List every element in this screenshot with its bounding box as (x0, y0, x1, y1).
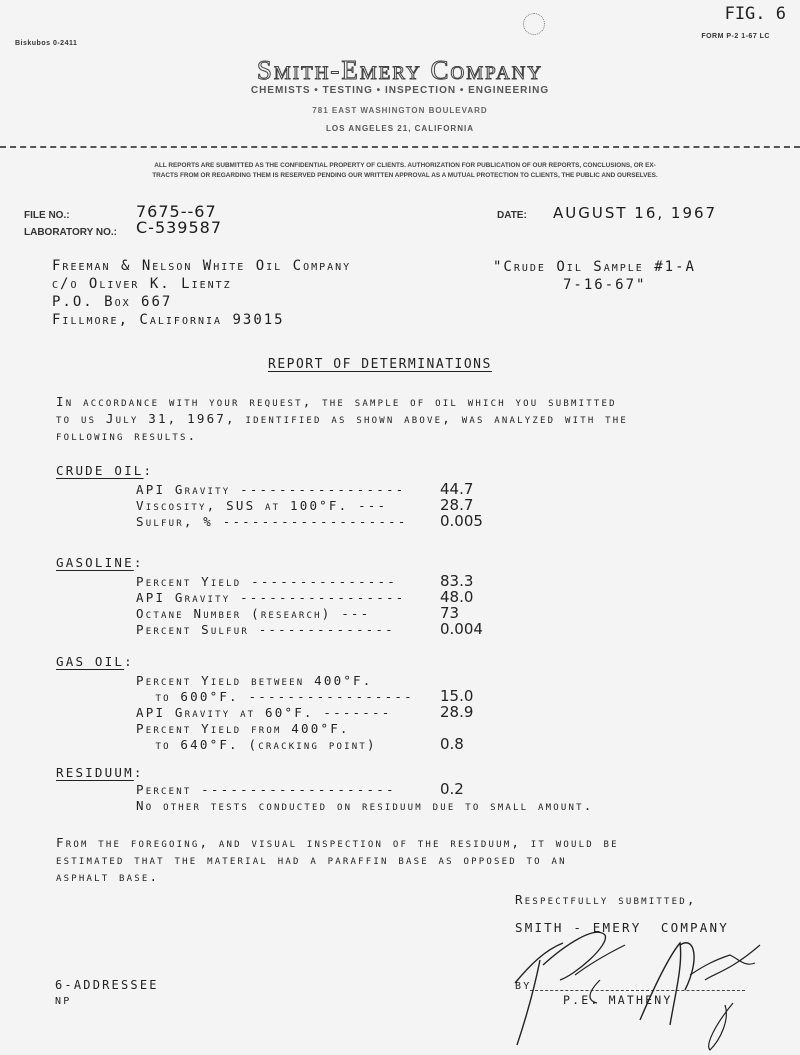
signer-name: P.E. MATHENY (563, 993, 673, 1007)
crude-oil-values (440, 481, 483, 529)
heading-colon: : (133, 765, 144, 780)
conclusion-paragraph (56, 834, 619, 885)
section-residuum (56, 764, 144, 782)
result-value: 0.005 (440, 512, 483, 530)
conclusion-line: asphalt base. (56, 869, 160, 884)
section-heading: GASOLINE (56, 555, 134, 570)
gasoline-rows (136, 574, 405, 638)
conclusion-line: From the foregoing, and visual inspection of the residuum, it would be (56, 835, 619, 850)
result-value: 0.004 (440, 620, 483, 638)
gasoline-values (440, 573, 483, 637)
closing-phrase: Respectfully submitted, (515, 892, 697, 907)
heading-colon: : (124, 654, 134, 669)
addressee-company: Freeman & Nelson White Oil Company (52, 258, 352, 274)
lab-no-value: C-539587 (136, 218, 223, 237)
result-label: Percent Yield --------------- (136, 574, 397, 589)
result-value: 73 (440, 604, 460, 622)
residuum-rows (136, 782, 593, 814)
section-heading: RESIDUUM (56, 765, 134, 780)
report-title: REPORT OF DETERMINATIONS (268, 357, 492, 372)
result-label: Percent -------------------- (136, 782, 396, 797)
intro-line: to us July 31, 1967, identified as shown above, was analyzed with the (56, 411, 629, 426)
intro-paragraph (56, 393, 628, 444)
crude-oil-rows (136, 482, 408, 530)
signature-by-label: BY (515, 981, 532, 992)
result-label: Percent Yield between 400°F. (136, 673, 373, 688)
result-value: 48.0 (440, 588, 474, 606)
signature-scribble (505, 905, 775, 1055)
typist-initials: NP (55, 996, 72, 1007)
result-value (440, 720, 473, 736)
file-no-value: 7675--67 (136, 202, 217, 221)
section-gas-oil (56, 653, 134, 671)
result-value: 0.2 (440, 780, 464, 798)
figure-label: FIG. 6 (724, 4, 786, 24)
result-value: 28.7 (440, 496, 474, 514)
conclusion-line: estimated that the material had a paraffin base as opposed to an (56, 852, 567, 867)
sample-id-line2: 7-16-67" (563, 277, 647, 293)
document-code: Biskubos 0-2411 (15, 40, 78, 47)
file-no-label: FILE NO.: (24, 210, 70, 221)
intro-line: following results. (56, 428, 198, 443)
result-label: API Gravity at 60°F. ------- (136, 705, 392, 720)
result-value: 44.7 (440, 480, 474, 498)
lab-no-label: LABORATORY NO.: (24, 227, 117, 238)
confidentiality-disclaimer (110, 161, 700, 181)
result-label: Percent Sulfur -------------- (136, 622, 395, 637)
gas-oil-rows (136, 673, 414, 753)
seal-icon (523, 13, 545, 35)
result-value: 83.3 (440, 572, 474, 590)
company-letterhead: Smith-Emery Company (256, 55, 544, 85)
addressee-po-box: P.O. Box 667 (52, 294, 173, 310)
result-label: Octane Number (research) --- (136, 606, 371, 621)
result-label: API Gravity ----------------- (136, 482, 406, 497)
signature-company: SMITH - EMERY COMPANY (515, 920, 729, 935)
addressee-block (52, 257, 351, 329)
intro-line: In accordance with your request, the sample of oil which you submitted (56, 394, 617, 409)
heading-colon: : (133, 555, 144, 570)
section-crude-oil (56, 462, 153, 480)
result-label: to 600°F. ----------------- (136, 689, 414, 704)
result-label: API Gravity ----------------- (136, 590, 406, 605)
company-address-street: 781 EAST WASHINGTON BOULEVARD (312, 106, 488, 115)
letterhead-divider (0, 146, 800, 148)
result-label: Percent Yield from 400°F. (136, 721, 350, 736)
section-heading: CRUDE OIL (56, 463, 144, 478)
residuum-note: No other tests conducted on residuum due to small amount. (136, 798, 594, 813)
result-label: Sulfur, % ------------------- (136, 514, 408, 529)
result-value: 15.0 (440, 687, 474, 705)
disclaimer-line: ALL REPORTS ARE SUBMITTED AS THE CONFIDENTIAL PROPERTY OF CLIENTS. AUTHORIZATION FOR PUBLICATION OF OUR REPORTS, CONCLUSIONS, OR EX- (154, 162, 656, 169)
result-label: Viscosity, SUS at 100°F. --- (136, 498, 388, 513)
addressee-city: Fillmore, California 93015 (52, 312, 285, 328)
handwritten-signature (505, 905, 775, 1055)
heading-colon: : (143, 463, 154, 478)
section-heading: GAS OIL (56, 654, 125, 669)
result-value: 0.8 (440, 735, 464, 753)
company-tagline: CHEMISTS • TESTING • INSPECTION • ENGINEERING (250, 85, 550, 96)
date-label: DATE: (497, 210, 527, 221)
form-code: FORM P-2 1-67 LC (701, 33, 770, 40)
distribution-note: 6-ADDRESSEE (55, 978, 159, 992)
disclaimer-line: TRACTS FROM OR REGARDING THEM IS RESERVED PENDING OUR WRITTEN APPROVAL AS A MUTUAL PROTECTION TO CLIENTS, THE PUBLIC AND OURSELVES. (152, 172, 658, 179)
sample-id-line1: "Crude Oil Sample #1-A (493, 259, 696, 275)
addressee-attention: c/o Oliver K. Lientz (52, 276, 232, 292)
result-label: to 640°F. (cracking point) (136, 737, 377, 752)
result-value (440, 672, 473, 688)
company-address-city: LOS ANGELES 21, CALIFORNIA (326, 124, 474, 133)
result-value: 28.9 (440, 703, 474, 721)
residuum-values (440, 781, 464, 797)
section-gasoline (56, 554, 144, 572)
report-date: AUGUST 16, 1967 (553, 204, 718, 222)
gas-oil-values (440, 672, 473, 752)
